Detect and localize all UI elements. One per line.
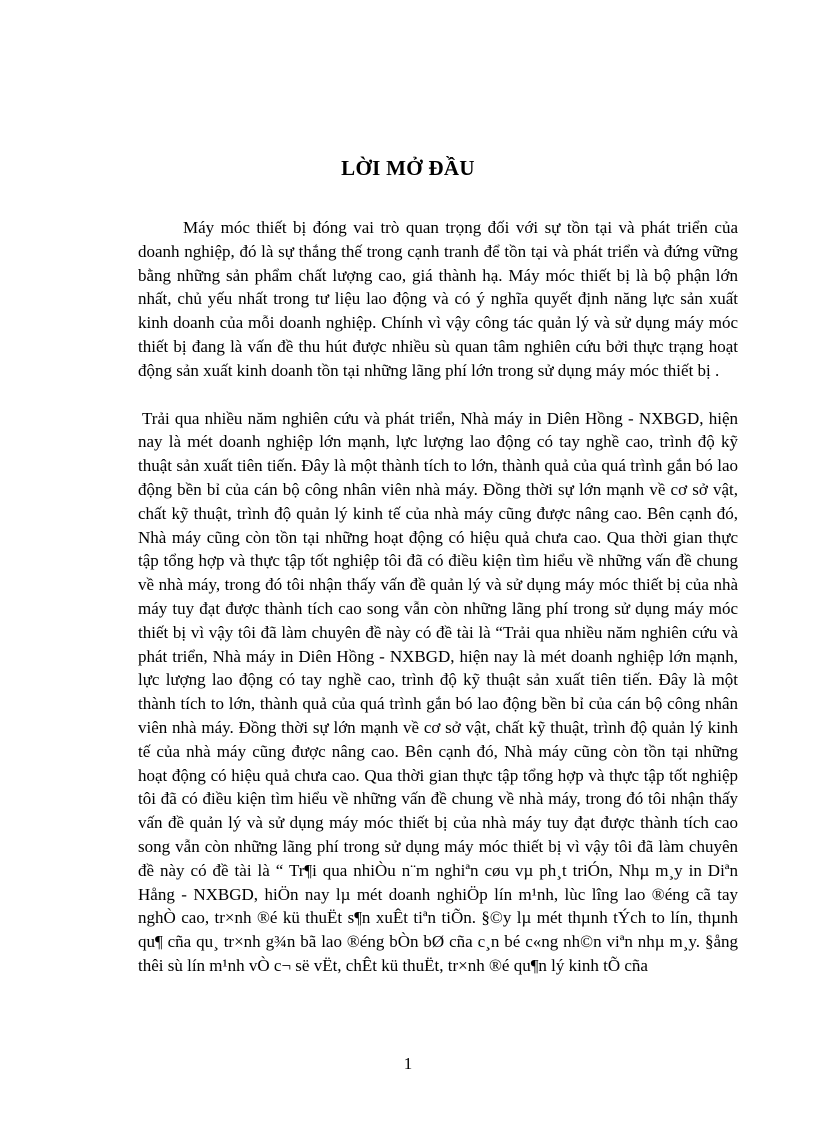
body-text [138, 216, 738, 978]
page-title: LỜI MỞ ĐẦU [341, 156, 475, 180]
paragraph-intro: Máy móc thiết bị đóng vai trò quan trọng đối với sự tồn tại và phát triển của doanh nghiệp, đó là sự thắng thế trong cạnh tranh để tồn tại và phát triển và đứng vững bằng những sản phẩm chất lượng cao, giá thành hạ. Máy móc thiết bị là bộ phận lớn nhất, chủ yếu nhất trong tư liệu lao động và có ý nghĩa quyết định năng lực sản xuất kinh doanh của mỗi doanh nghiệp. Chính vì vậy công tác quản lý và sử dụng máy móc thiết bị đang là vấn đề thu hút được nhiều sù quan tâm nghiên cứu bởi thực trạng hoạt động sản xuất kinh doanh tồn tại những lãng phí lớn trong sử dụng máy móc thiết bị . [138, 218, 738, 380]
paragraph-main: Trải qua nhiều năm nghiên cứu và phát triển, Nhà máy in Diên Hồng - NXBGD, hiện nay là mét doanh nghiệp lớn mạnh, lực lượng lao động có tay nghề cao, trình độ kỹ thuật sản xuất tiên tiến. Đây là một thành tích to lớn, thành quả của quá trình gắn bó lao động bền bỉ của cán bộ công nhân viên nhà máy. Đồng thời sự lớn mạnh về cơ sở vật, chất kỹ thuật, trình độ quản lý kinh tế của nhà máy cũng được nâng cao. Bên cạnh đó, Nhà máy cũng còn tồn tại những hoạt động có hiệu quả chưa cao. Qua thời gian thực tập tổng hợp và thực tập tốt nghiệp tôi đã có điều kiện tìm hiểu về những vấn đề chung về nhà máy, trong đó tôi nhận thấy vấn đề quản lý và sử dụng máy móc thiết bị của nhà máy tuy đạt được thành tích cao song vẫn còn những lãng phí trong sử dụng máy móc thiết bị vì vậy tôi đã làm chuyên đề này có đề tài là “Trải qua nhiều năm nghiên cứu và phát triển, Nhà máy in Diên Hồng - NXBGD, hiện nay là mét doanh nghiệp lớn mạnh, lực lượng lao động có tay nghề cao, trình độ kỹ thuật sản xuất tiên tiến. Đây là một thành tích to lớn, thành quả của quá trình gắn bó lao động bền bỉ của cán bộ công nhân viên nhà máy. Đồng thời sự lớn mạnh về cơ sở vật, chất kỹ thuật, trình độ quản lý kinh tế của nhà máy cũng được nâng cao. Bên cạnh đó, Nhà máy cũng còn tồn tại những hoạt động có hiệu quả chưa cao. Qua thời gian thực tập tổng hợp và thực tập tốt nghiệp tôi đã có điều kiện tìm hiểu về những vấn đề chung về nhà máy, trong đó tôi nhận thấy vấn đề quản lý và sử dụng máy móc thiết bị của nhà máy tuy đạt được thành tích cao song vẫn còn những lãng phí trong sử dụng máy móc thiết bị vì vậy tôi đã làm chuyên đề này có đề tài là “ Tr¶i qua nhiÒu n¨m nghiªn cøu vµ ph¸t triÓn, Nhµ m¸y in Diªn Hång - NXBGD, hiÖn nay lµ mét doanh nghiÖp lín m¹nh, lùc lîng lao ®éng cã tay nghÒ cao, tr×nh ®é kü thuËt s¶n xuÊt tiªn tiÕn. §©y lµ mét thµnh tÝch to lín, thµnh qu¶ cña qu¸ tr×nh g¾n bã lao ®éng bÒn bØ cña c¸n bé c«ng nh©n viªn nhµ m¸y. §ång thêi sù lín m¹nh vÒ c¬ së vËt, chÊt kü thuËt, tr×nh ®é qu¶n lý kinh tÕ cña [138, 408, 738, 975]
page-number: 1 [403, 1054, 413, 1073]
